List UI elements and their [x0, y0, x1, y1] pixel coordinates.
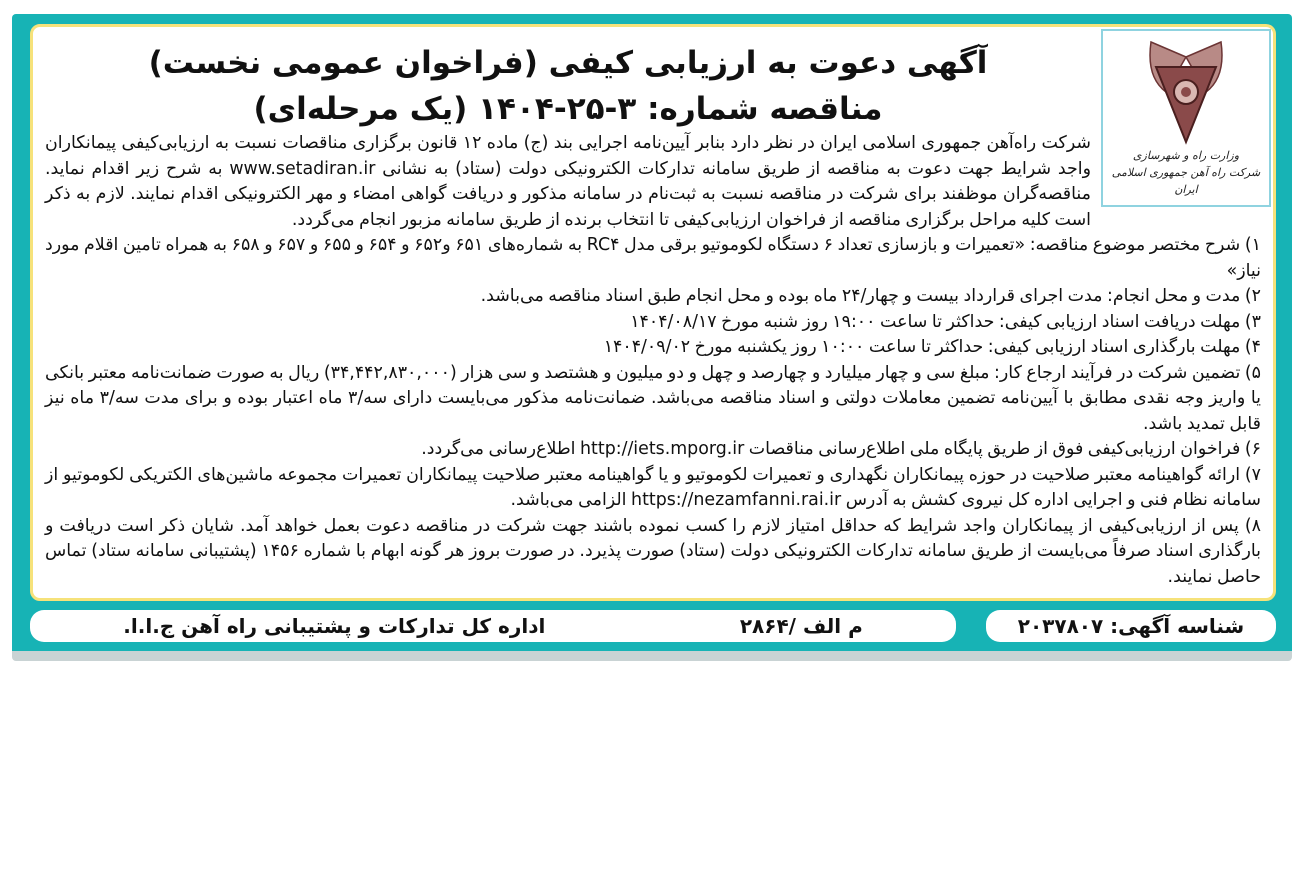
ad-text [45, 131, 1261, 590]
railway-winged-logo-icon [1146, 37, 1226, 147]
item-7: ۷) ارائه گواهینامه معتبر صلاحیت در حوزه پیمانکاران نگهداری و تعمیرات لکوموتیو و یا گواهینامه معتبر صلاحیت پیمانکاران تعمیرات مجموعه ماشین‌های الکتریکی لکوموتیو از سامانه نظام فنی و اجرایی اداره کل نیروی کشش به آدرس https://nezamfanni.rai.ir الزامی می‌باشد. [45, 464, 1261, 510]
ad-code: م الف /۲۸۶۴ [739, 614, 863, 638]
ad-frame [12, 14, 1292, 661]
item-8: ۸) پس از ارزیابی‌کیفی از پیمانکاران واجد شرایط که حداقل امتیاز لازم را کسب نموده باشند جهت شرکت در مناقصه دعوت بعمل خواهد آمد. شایان ذکر است دریافت و بارگذاری اسناد صرفاً می‌بایست از طریق سامانه تدارکات الکترونیکی دولت (ستاد) صورت پذیرد. در صورت بروز هر گونه ابهام با شماره ۱۴۵۶ (پشتیبانی سامانه ستاد) تماس حاصل نمایند. [45, 515, 1261, 587]
footer [30, 607, 1276, 645]
item-4: ۴) مهلت بارگذاری اسناد ارزیابی کیفی: حداکثر تا ساعت ۱۰:۰۰ روز یکشنبه مورخ ۱۴۰۴/۰۹/۰۲ [603, 337, 1261, 357]
item-5: ۵) تضمین شرکت در فرآیند ارجاع کار: مبلغ سی و چهار میلیارد و چهارصد و چهل و دو میلیون و هشتصد و سی هزار (۳۴,۴۴۲,۸۳۰,۰۰۰) ریال به صورت ضمانت‌نامه معتبر بانکی یا واریز وجه نقدی مطابق با آیین‌نامه تضمین معاملات دولتی و اسناد مناقصه می‌باشد. ضمانت‌نامه مذکور می‌بایست دارای سه/۳ ماه اعتبار بوده و برای مدت سه/۳ ماه نیز قابل تمدید باشد. [45, 362, 1262, 434]
logo-ministry: وزارت راه و شهرسازی [1132, 149, 1240, 162]
intro-paragraph: شرکت راه‌آهن جمهوری اسلامی ایران در نظر دارد بنابر آیین‌نامه اجرایی بند (ج) ماده ۱۲ قانون برگزاری مناقصات نسبت به ارزیابی‌کیفی پیمانکاران واجد شرایط جهت دعوت به مناقصه از طریق سامانه تدارکات الکترونیکی دولت (ستاد) به نشانی www.setadiran.ir به شرح زیر اقدام نماید. مناقصه‌گران موظفند برای شرکت در مناقصه نسبت به ثبت‌نام در سامانه مذکور و دریافت گواهی امضاء و مهر الکترونیکی اقدام نمایند. لازم به ذکر است کلیه مراحل برگزاری مناقصه از فراخوان ارزیابی‌کیفی تا انتخاب برنده از طریق سامانه مزبور انجام می‌گردد. [45, 133, 1091, 230]
logo-company: شرکت راه آهن جمهوری اسلامی ایران [1111, 166, 1261, 196]
ad-id: شناسه آگهی: ۲۰۳۷۸۰۷ [986, 610, 1276, 642]
title-line-2: مناقصه شماره: ۳-۲۵-۱۴۰۴ (یک مرحله‌ای) [253, 91, 883, 127]
item-2: ۲) مدت و محل انجام: مدت اجرای قرارداد بیست و چهار/۲۴ ماه بوده و محل انجام طبق اسناد مناقصه می‌باشد. [480, 286, 1261, 306]
ad-body [30, 24, 1276, 601]
issuing-office: اداره کل تدارکات و پشتیبانی راه آهن ج.ا.ا. [123, 614, 546, 638]
item-3: ۳) مهلت دریافت اسناد ارزیابی کیفی: حداکثر تا ساعت ۱۹:۰۰ روز شنبه مورخ ۱۴۰۴/۰۸/۱۷ [630, 311, 1261, 332]
footer-center [30, 610, 956, 642]
title-line-1: آگهی دعوت به ارزیابی کیفی (فراخوان عمومی نخست) [148, 45, 988, 81]
item-6: ۶) فراخوان ارزیابی‌کیفی فوق از طریق پایگاه ملی اطلاع‌رسانی مناقصات http://iets.mporg.ir اطلاع‌رسانی می‌گردد. [421, 439, 1261, 459]
logo-box [1101, 29, 1271, 207]
item-1: ۱) شرح مختصر موضوع مناقصه: «تعمیرات و بازسازی تعداد ۶ دستگاه لکوموتیو برقی مدل RC۴ به شماره‌های ۶۵۱ و۶۵۲ و ۶۵۴ و ۶۵۵ و ۶۵۷ و ۶۵۸ به همراه تامین اقلام مورد نیاز» [45, 235, 1261, 281]
